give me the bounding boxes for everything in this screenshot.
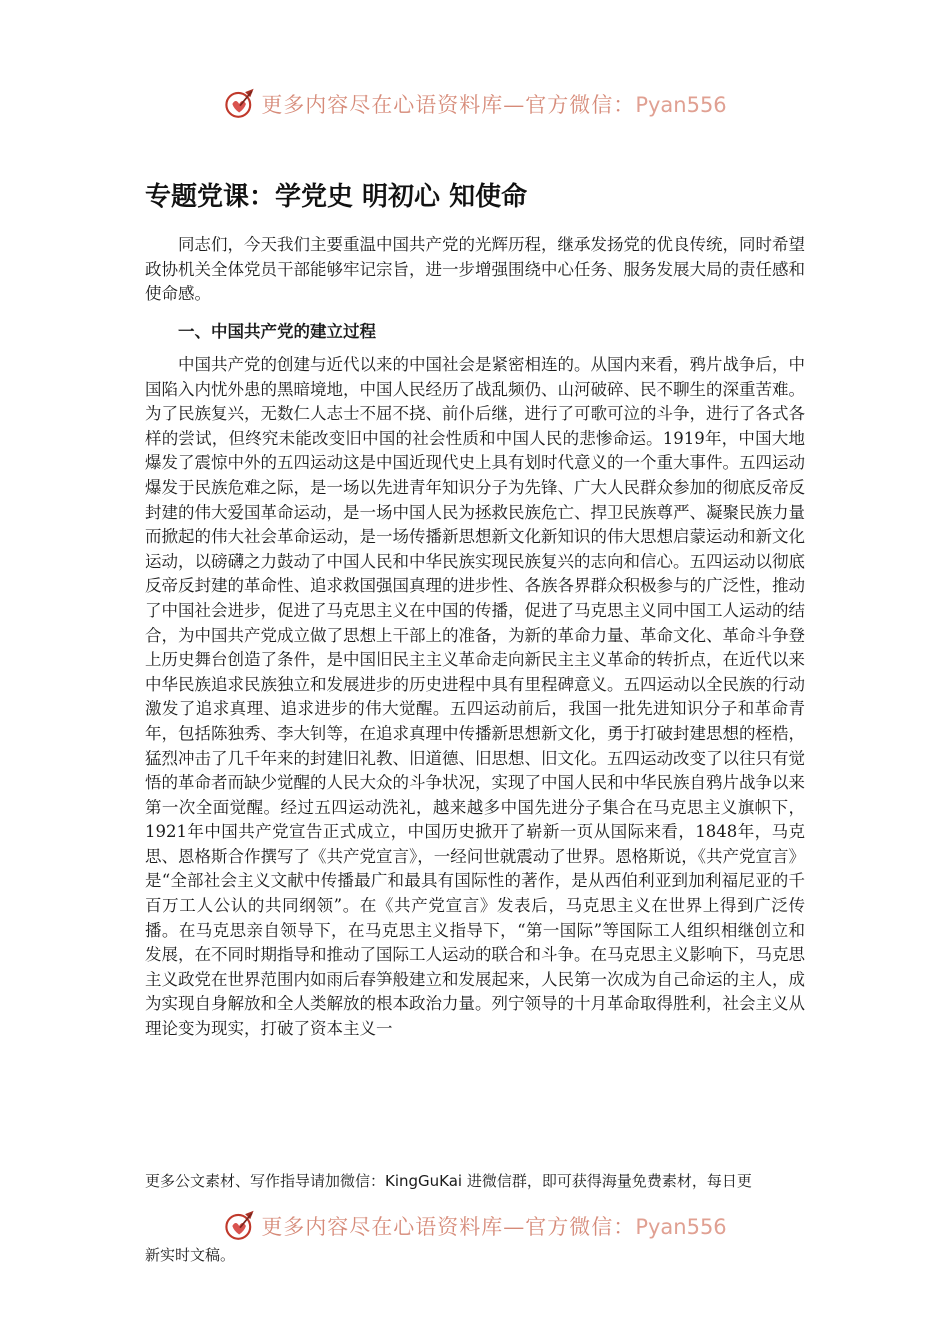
watermark-text: 更多内容尽在心语资料库—官方微信：Pyan556 (261, 1215, 727, 1239)
footer-watermark (0, 1206, 950, 1246)
watermark-text: 更多内容尽在心语资料库—官方微信：Pyan556 (261, 93, 727, 117)
footer-promo-continuation: 新实时文稿。 (145, 1246, 236, 1264)
heart-pen-icon (223, 1209, 257, 1243)
intro-paragraph: 同志们，今天我们主要重温中国共产党的光辉历程，继承发扬党的优良传统，同时希望政协机关全体党员干部能够牢记宗旨，进一步增强围绕中心任务、服务发展大局的责任感和使命感。 (145, 235, 805, 304)
document-title: 专题党课：学党史 明初心 知使命 (145, 182, 528, 212)
watermark-wechat-id: Pyan556 (635, 1215, 727, 1239)
heart-pen-icon (223, 87, 257, 121)
footer-promo-line: 更多公文素材、写作指导请加微信：KingGuKai 进微信群，即可获得海量免费素材，每日更 (145, 1172, 752, 1190)
header-watermark (0, 84, 950, 124)
section-paragraph: 中国共产党的创建与近代以来的中国社会是紧密相连的。从国内来看，鸦片战争后，中国陷入内忧外患的黑暗境地，中国人民经历了战乱频仍、山河破碎、民不聊生的深重苦难。为了民族复兴，无数仁人志士不屈不挠、前仆后继，进行了可歌可泣的斗争，进行了各式各样的尝试，但终究未能改变旧中国的社会性质和中国人民的悲惨命运。1919年，中国大地爆发了震惊中外的五四运动这是中国近现代史上具有划时代意义的一个重大事件。五四运动爆发于民族危难之际，是一场以先进青年知识分子为先锋、广大人民群众参加的彻底反帝反封建的伟大爱国革命运动，是一场中国人民为拯救民族危亡、捍卫民族尊严、凝聚民族力量而掀起的伟大社会革命运动，是一场传播新思想新文化新知识的伟大思想启蒙运动和新文化运动，以磅礴之力鼓动了中国人民和中华民族实现民族复兴的志向和信心。五四运动以彻底反帝反封建的革命性、追求救国强国真理的进步性、各族各界群众积极参与的广泛性，推动了中国社会进步，促进了马克思主义在中国的传播，促进了马克思主义同中国工人运动的结合，为中国共产党成立做了思想上干部上的准备，为新的革命力量、革命文化、革命斗争登上历史舞台创造了条件，是中国旧民主主义革命走向新民主主义革命的转折点，在近代以来中华民族追求民族独立和发展进步的历史进程中具有里程碑意义。五四运动以全民族的行动激发了追求真理、追求进步的伟大觉醒。五四运动前后，我国一批先进知识分子和革命青年，包括陈独秀、李大钊等，在追求真理中传播新思想新文化，勇于打破封建思想的桎梏，猛烈冲击了几千年来的封建旧礼教、旧道德、旧思想、旧文化。五四运动改变了以往只有觉悟的革命者而缺少觉醒的人民大众的斗争状况，实现了中国人民和中华民族自鸦片战争以来第一次全面觉醒。经过五四运动洗礼，越来越多中国先进分子集合在马克思主义旗帜下，1921年中国共产党宣告正式成立，中国历史掀开了崭新一页从国际来看，1848年，马克思、恩格斯合作撰写了《共产党宣言》，一经问世就震动了世界。恩格斯说，《共产党宣言》是“全部社会主义文献中传播最广和最具有国际性的著作，是从西伯利亚到加利福尼亚的千百万工人公认的共同纲领”。在《共产党宣言》发表后，马克思主义在世界上得到广泛传播。在马克思亲自领导下，在马克思主义指导下，“第一国际”等国际工人组织相继创立和发展，在不同时期指导和推动了国际工人运动的联合和斗争。在马克思主义影响下，马克思主义政党在世界范围内如雨后春笋般建立和发展起来，人民第一次成为自己命运的主人，成为实现自身解放和全人类解放的根本政治力量。列宁领导的十月革命取得胜利，社会主义从理论变为现实，打破了资本主义一 (145, 355, 805, 1039)
watermark-wechat-id: Pyan556 (635, 93, 727, 117)
section-heading: 一、中国共产党的建立过程 (178, 322, 376, 341)
